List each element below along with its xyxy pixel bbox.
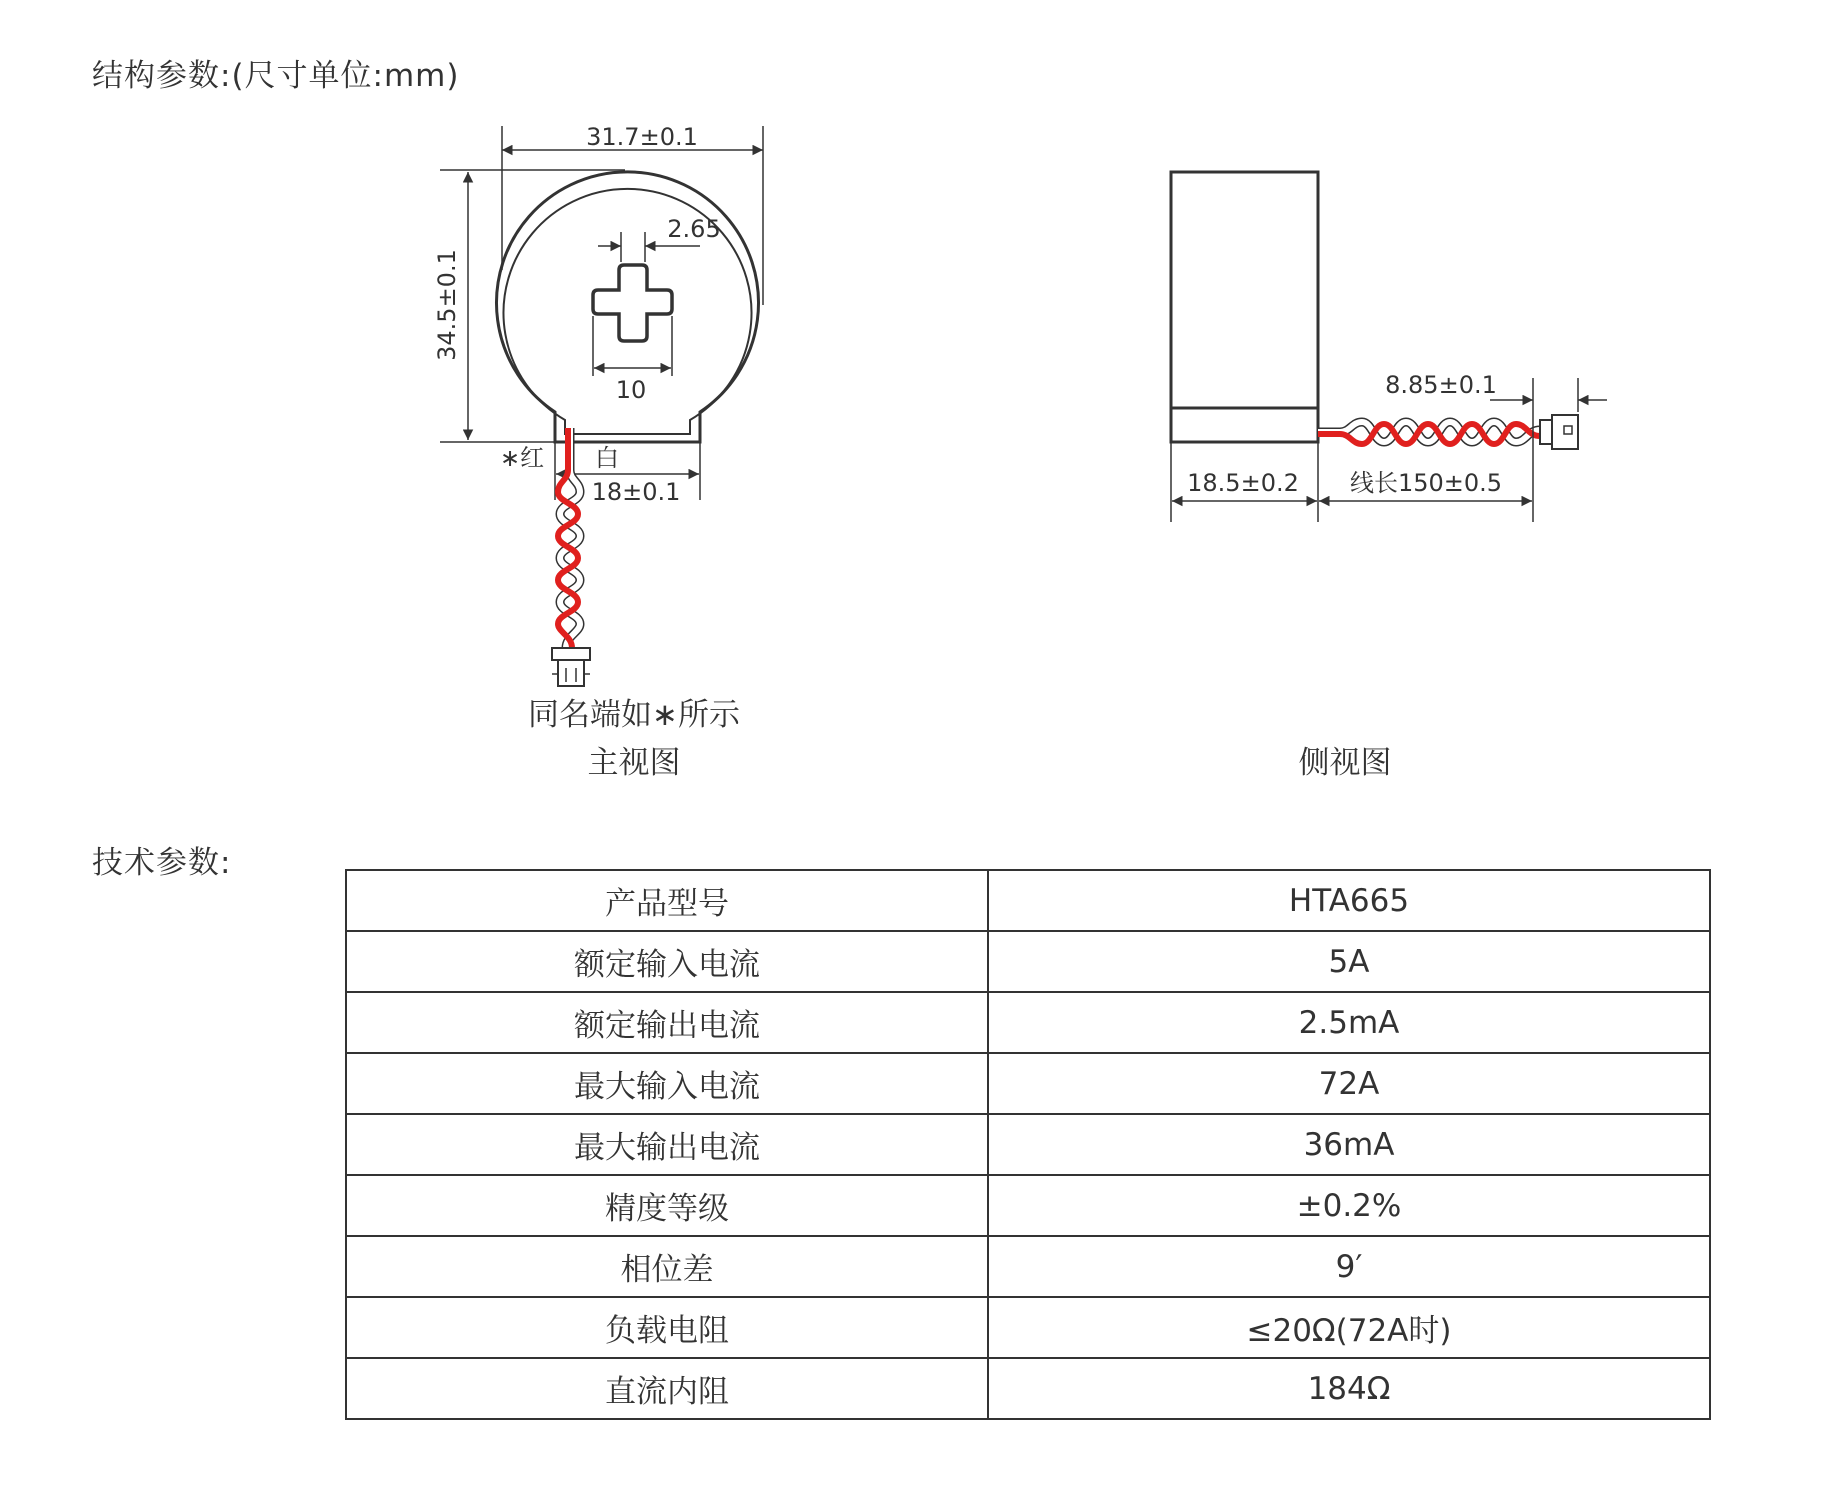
dim-width-label: 31.7±0.1 bbox=[586, 123, 698, 151]
table-row bbox=[346, 1236, 1710, 1297]
dim-tab-label: 18±0.1 bbox=[591, 478, 681, 506]
structure-title: 结构参数:(尺寸单位:mm) bbox=[92, 58, 460, 94]
param-value: ±0.2% bbox=[988, 1175, 1710, 1236]
dim-lead-label: 线长150±0.5 bbox=[1349, 469, 1503, 497]
spec-table bbox=[345, 869, 1711, 1420]
table-row bbox=[346, 1297, 1710, 1358]
dim-cross-label: 10 bbox=[615, 376, 647, 404]
front-view bbox=[433, 123, 763, 781]
table-row bbox=[346, 931, 1710, 992]
dim-height-label: 34.5±0.1 bbox=[433, 249, 461, 361]
param-value: 72A bbox=[988, 1053, 1710, 1114]
dim-thickness-label: 18.5±0.2 bbox=[1187, 469, 1299, 497]
tech-title: 技术参数: bbox=[92, 845, 232, 881]
param-name: 额定输出电流 bbox=[346, 992, 988, 1053]
connector-front bbox=[552, 648, 590, 686]
table-row bbox=[346, 1053, 1710, 1114]
param-name: 负载电阻 bbox=[346, 1297, 988, 1358]
lead-white-label: 白 bbox=[595, 444, 619, 472]
param-name: 产品型号 bbox=[346, 870, 988, 931]
param-value: HTA665 bbox=[988, 870, 1710, 931]
param-name: 最大输入电流 bbox=[346, 1053, 988, 1114]
param-name: 额定输入电流 bbox=[346, 931, 988, 992]
side-view bbox=[1171, 172, 1607, 781]
table-row bbox=[346, 1175, 1710, 1236]
param-value: 5A bbox=[988, 931, 1710, 992]
table-row bbox=[346, 1114, 1710, 1175]
front-view-caption: 主视图 bbox=[587, 745, 681, 781]
side-view-caption: 侧视图 bbox=[1298, 745, 1392, 781]
param-name: 精度等级 bbox=[346, 1175, 988, 1236]
param-value: 2.5mA bbox=[988, 992, 1710, 1053]
table-row bbox=[346, 1358, 1710, 1419]
param-name: 直流内阻 bbox=[346, 1358, 988, 1419]
twisted-leads bbox=[558, 428, 580, 648]
param-name: 最大输出电流 bbox=[346, 1114, 988, 1175]
table-row bbox=[346, 992, 1710, 1053]
table-row bbox=[346, 870, 1710, 931]
connector-side bbox=[1540, 415, 1578, 449]
dim-slot-label: 2.65 bbox=[667, 215, 721, 243]
side-body bbox=[1171, 172, 1318, 442]
param-name: 相位差 bbox=[346, 1236, 988, 1297]
same-name-note: 同名端如∗所示 bbox=[528, 697, 740, 733]
param-value: ≤20Ω(72A时) bbox=[988, 1297, 1710, 1358]
side-twisted-lead bbox=[1318, 422, 1540, 444]
dim-connector-label: 8.85±0.1 bbox=[1385, 371, 1497, 399]
cross-hole bbox=[593, 265, 672, 341]
lead-red-label: ∗红 bbox=[500, 444, 545, 472]
param-value: 36mA bbox=[988, 1114, 1710, 1175]
param-value: 9′ bbox=[988, 1236, 1710, 1297]
param-value: 184Ω bbox=[988, 1358, 1710, 1419]
